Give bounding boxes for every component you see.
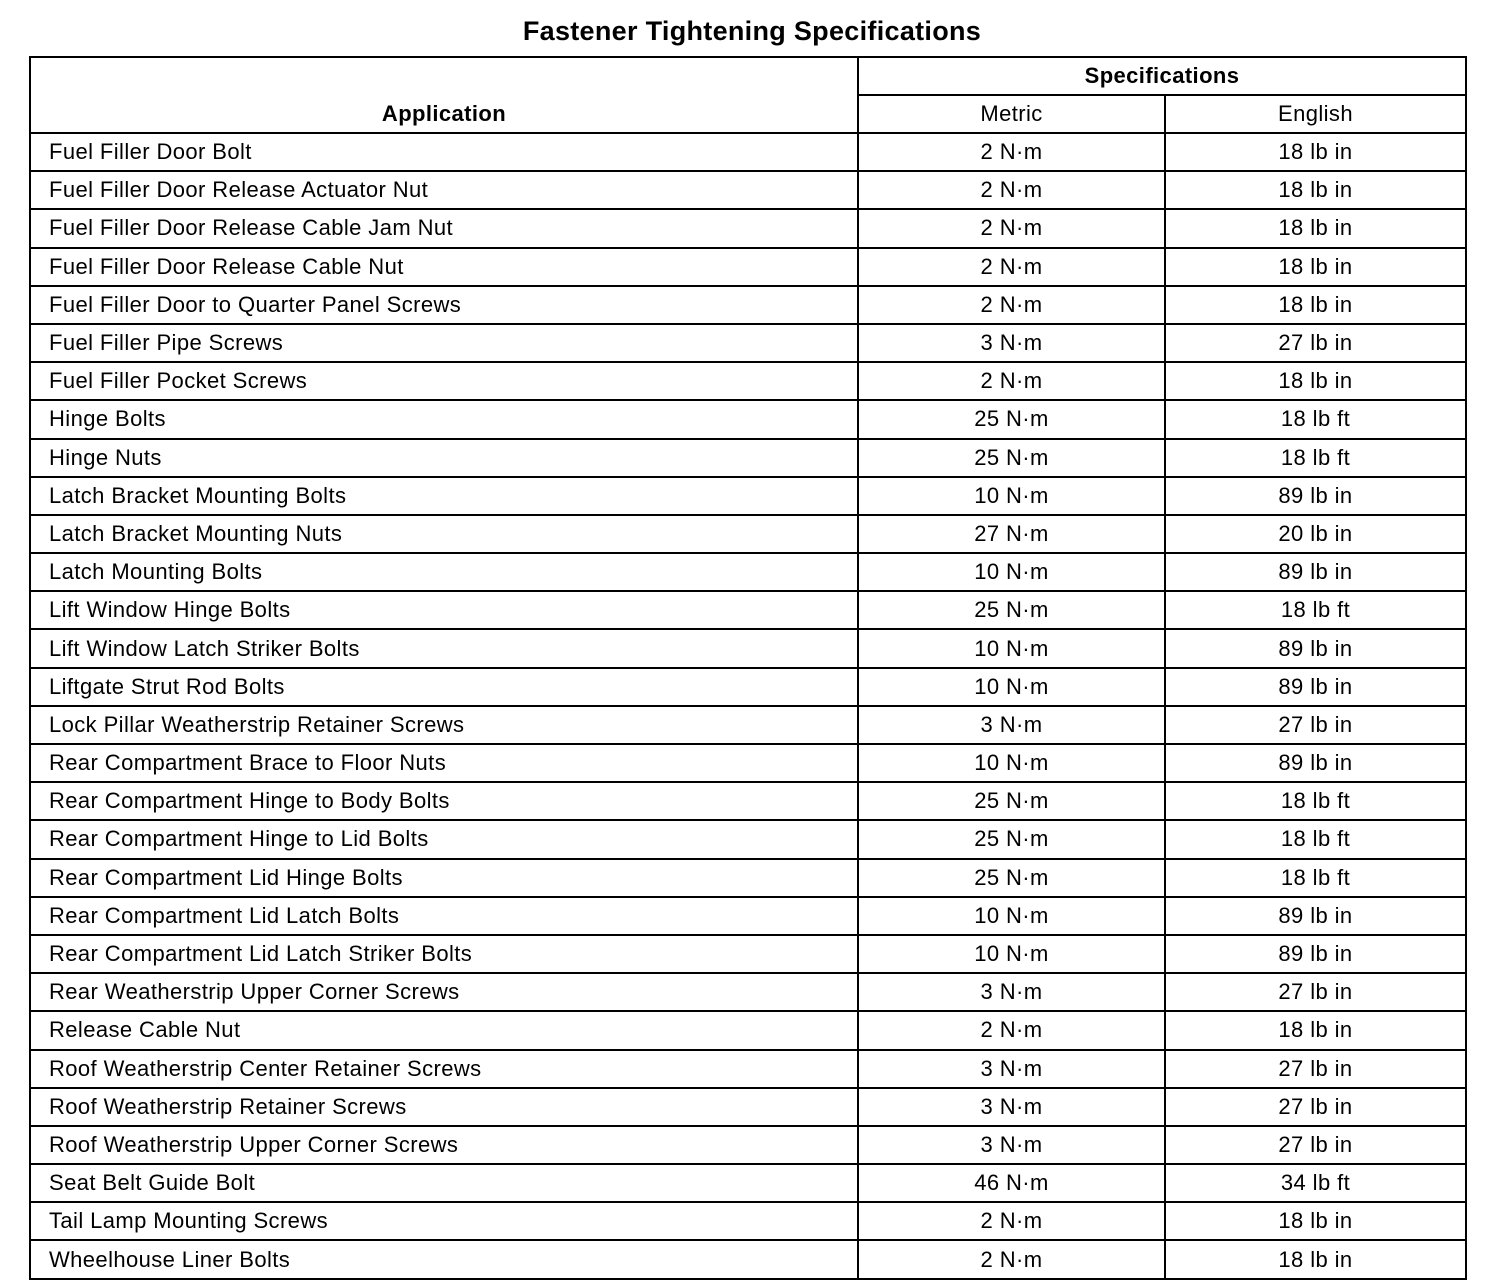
metric-cell: 2 N·m <box>858 286 1165 324</box>
table-row <box>30 1088 1466 1126</box>
header-row-top <box>30 57 1466 95</box>
table-header <box>30 57 1466 133</box>
column-header-metric: Metric <box>858 95 1165 133</box>
english-cell: 27 lb in <box>1165 706 1466 744</box>
table-row <box>30 515 1466 553</box>
metric-cell: 25 N·m <box>858 782 1165 820</box>
table-row <box>30 744 1466 782</box>
english-cell: 20 lb in <box>1165 515 1466 553</box>
metric-cell: 10 N·m <box>858 897 1165 935</box>
application-cell: Fuel Filler Pocket Screws <box>30 362 858 400</box>
metric-cell: 10 N·m <box>858 744 1165 782</box>
english-cell: 27 lb in <box>1165 324 1466 362</box>
metric-cell: 10 N·m <box>858 477 1165 515</box>
table-body <box>30 133 1466 1279</box>
table-row <box>30 1240 1466 1278</box>
column-header-specifications: Specifications <box>858 57 1466 95</box>
metric-cell: 10 N·m <box>858 668 1165 706</box>
application-cell: Latch Bracket Mounting Nuts <box>30 515 858 553</box>
metric-cell: 2 N·m <box>858 133 1165 171</box>
table-row <box>30 1050 1466 1088</box>
english-cell: 89 lb in <box>1165 897 1466 935</box>
application-cell: Rear Compartment Lid Latch Striker Bolts <box>30 935 858 973</box>
table-row <box>30 859 1466 897</box>
application-cell: Rear Compartment Hinge to Lid Bolts <box>30 820 858 858</box>
metric-cell: 3 N·m <box>858 1088 1165 1126</box>
application-cell: Wheelhouse Liner Bolts <box>30 1240 858 1278</box>
application-cell: Fuel Filler Pipe Screws <box>30 324 858 362</box>
application-cell: Fuel Filler Door to Quarter Panel Screws <box>30 286 858 324</box>
table-row <box>30 209 1466 247</box>
english-cell: 89 lb in <box>1165 553 1466 591</box>
application-cell: Rear Weatherstrip Upper Corner Screws <box>30 973 858 1011</box>
application-cell: Lock Pillar Weatherstrip Retainer Screws <box>30 706 858 744</box>
table-row <box>30 1011 1466 1049</box>
table-row <box>30 1164 1466 1202</box>
table-row <box>30 477 1466 515</box>
application-cell: Lift Window Hinge Bolts <box>30 591 858 629</box>
metric-cell: 25 N·m <box>858 859 1165 897</box>
english-cell: 27 lb in <box>1165 1088 1466 1126</box>
table-row <box>30 286 1466 324</box>
table-row <box>30 553 1466 591</box>
english-cell: 18 lb in <box>1165 133 1466 171</box>
application-cell: Seat Belt Guide Bolt <box>30 1164 858 1202</box>
metric-cell: 27 N·m <box>858 515 1165 553</box>
table-row <box>30 1202 1466 1240</box>
table-row <box>30 668 1466 706</box>
application-cell: Latch Bracket Mounting Bolts <box>30 477 858 515</box>
english-cell: 89 lb in <box>1165 477 1466 515</box>
english-cell: 27 lb in <box>1165 1050 1466 1088</box>
application-cell: Rear Compartment Brace to Floor Nuts <box>30 744 858 782</box>
application-cell: Latch Mounting Bolts <box>30 553 858 591</box>
metric-cell: 2 N·m <box>858 248 1165 286</box>
table-row <box>30 171 1466 209</box>
application-cell: Fuel Filler Door Bolt <box>30 133 858 171</box>
metric-cell: 2 N·m <box>858 1202 1165 1240</box>
application-cell: Fuel Filler Door Release Cable Nut <box>30 248 858 286</box>
english-cell: 89 lb in <box>1165 935 1466 973</box>
column-header-application: Application <box>30 57 858 133</box>
application-cell: Roof Weatherstrip Upper Corner Screws <box>30 1126 858 1164</box>
application-cell: Roof Weatherstrip Center Retainer Screws <box>30 1050 858 1088</box>
english-cell: 18 lb in <box>1165 286 1466 324</box>
english-cell: 18 lb in <box>1165 171 1466 209</box>
english-cell: 27 lb in <box>1165 973 1466 1011</box>
table-row <box>30 782 1466 820</box>
application-cell: Fuel Filler Door Release Cable Jam Nut <box>30 209 858 247</box>
english-cell: 18 lb in <box>1165 209 1466 247</box>
metric-cell: 25 N·m <box>858 400 1165 438</box>
page-title: Fastener Tightening Specifications <box>522 16 982 46</box>
table-row <box>30 820 1466 858</box>
metric-cell: 10 N·m <box>858 553 1165 591</box>
application-cell: Roof Weatherstrip Retainer Screws <box>30 1088 858 1126</box>
application-cell: Hinge Nuts <box>30 439 858 477</box>
table-row <box>30 362 1466 400</box>
application-cell: Hinge Bolts <box>30 400 858 438</box>
application-cell: Release Cable Nut <box>30 1011 858 1049</box>
metric-cell: 25 N·m <box>858 820 1165 858</box>
english-cell: 34 lb ft <box>1165 1164 1466 1202</box>
table-row <box>30 1126 1466 1164</box>
english-cell: 18 lb in <box>1165 248 1466 286</box>
english-cell: 18 lb ft <box>1165 782 1466 820</box>
table-row <box>30 706 1466 744</box>
metric-cell: 25 N·m <box>858 439 1165 477</box>
table-row <box>30 935 1466 973</box>
english-cell: 89 lb in <box>1165 744 1466 782</box>
metric-cell: 3 N·m <box>858 1050 1165 1088</box>
metric-cell: 3 N·m <box>858 324 1165 362</box>
metric-cell: 46 N·m <box>858 1164 1165 1202</box>
table-row <box>30 400 1466 438</box>
table-row <box>30 897 1466 935</box>
metric-cell: 3 N·m <box>858 1126 1165 1164</box>
application-cell: Fuel Filler Door Release Actuator Nut <box>30 171 858 209</box>
english-cell: 18 lb in <box>1165 362 1466 400</box>
metric-cell: 10 N·m <box>858 935 1165 973</box>
english-cell: 89 lb in <box>1165 629 1466 667</box>
application-cell: Tail Lamp Mounting Screws <box>30 1202 858 1240</box>
table-row <box>30 133 1466 171</box>
metric-cell: 3 N·m <box>858 973 1165 1011</box>
application-cell: Liftgate Strut Rod Bolts <box>30 668 858 706</box>
metric-cell: 10 N·m <box>858 629 1165 667</box>
english-cell: 89 lb in <box>1165 668 1466 706</box>
english-cell: 27 lb in <box>1165 1126 1466 1164</box>
table-row <box>30 439 1466 477</box>
column-header-english: English <box>1165 95 1466 133</box>
english-cell: 18 lb in <box>1165 1202 1466 1240</box>
english-cell: 18 lb in <box>1165 1240 1466 1278</box>
metric-cell: 25 N·m <box>858 591 1165 629</box>
table-row <box>30 629 1466 667</box>
table-row <box>30 248 1466 286</box>
application-cell: Rear Compartment Lid Hinge Bolts <box>30 859 858 897</box>
table-row <box>30 973 1466 1011</box>
table-row <box>30 324 1466 362</box>
english-cell: 18 lb in <box>1165 1011 1466 1049</box>
english-cell: 18 lb ft <box>1165 820 1466 858</box>
english-cell: 18 lb ft <box>1165 400 1466 438</box>
metric-cell: 2 N·m <box>858 1011 1165 1049</box>
application-cell: Rear Compartment Hinge to Body Bolts <box>30 782 858 820</box>
metric-cell: 2 N·m <box>858 209 1165 247</box>
metric-cell: 3 N·m <box>858 706 1165 744</box>
fastener-spec-table <box>29 56 1467 1280</box>
metric-cell: 2 N·m <box>858 1240 1165 1278</box>
english-cell: 18 lb ft <box>1165 439 1466 477</box>
english-cell: 18 lb ft <box>1165 859 1466 897</box>
application-cell: Lift Window Latch Striker Bolts <box>30 629 858 667</box>
application-cell: Rear Compartment Lid Latch Bolts <box>30 897 858 935</box>
english-cell: 18 lb ft <box>1165 591 1466 629</box>
table-row <box>30 591 1466 629</box>
metric-cell: 2 N·m <box>858 362 1165 400</box>
metric-cell: 2 N·m <box>858 171 1165 209</box>
